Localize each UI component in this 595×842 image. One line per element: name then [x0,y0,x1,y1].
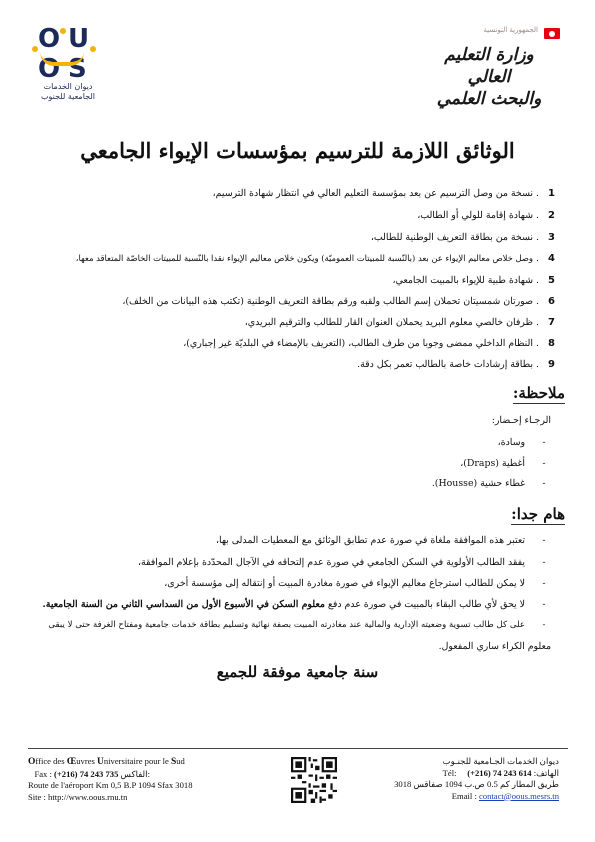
note-item: -غطاء حشية (Housse). [431,478,546,489]
email-link[interactable]: contact@oous.mesrs.tn [479,790,559,801]
list-item: 1. نسخة من وصل الترسيم عن بعد بمؤسسة التعليم العالي في انتظار شهادة الترسيم، [212,188,555,199]
oous-logo-mark: O U O S [32,26,102,82]
logo-caption-line2: الجامعية للجنوب [41,92,95,101]
list-item: 6. صورتان شمسيتان تحملان إسم الطالب ولقبه ورقم بطاقة التعريف الوطنية (تكتب هذه البيانات من الخلف)، [122,296,555,307]
ministry-logo [420,22,560,109]
list-item: 2. شهادة إقامة للولي أو الطالب، [417,210,555,221]
address-ar: طريق المطار كم 0.5 ص.ب 1094 صفاقس 3018 [394,779,559,789]
note-item: -أغطية (Draps)، [460,458,546,469]
office-name-fr: Office des Œuvres Universitaire pour le Sud [28,756,185,767]
address-fr: Route de l'aéroport Km 0,5 B.P 1094 Sfax 3018 [28,780,193,790]
ministry-name [424,44,554,110]
list-item: 3. نسخة من بطاقة التعريف الوطنية للطالب، [370,232,555,243]
documents-list [35,188,555,378]
important-item: -يفقد الطالب الأولوية في السكن الجامعي في صورة عدم إلتحاقه في الآجال المحدّدة بإعلام الموافقة، [137,557,546,568]
fax-line: Fax : (+216) 74 243 735 الفاكس: [34,768,150,779]
ministry-line2: والبحث العلمي [436,89,542,109]
tel-line: الهاتف: (+216) 74 243 614 Tél: [442,767,559,778]
footer-contact-ar [329,756,559,802]
footer-divider [28,748,568,749]
important-item: -لا يمكن للطالب استرجاع معاليم الإيواء في صورة مغادرة المبيت أو إنتقاله إلى مؤسسة أخرى، [164,578,546,589]
note-heading: ملاحظة: [512,384,565,402]
page-title: الوثائق اللازمة للترسيم بمؤسسات الإيواء الجامعي [80,138,515,163]
office-name-ar: ديوان الخدمات الجـامعية للجنـوب [442,756,559,766]
important-heading: هام جدا: [511,505,565,523]
oous-logo [28,26,108,102]
important-item: -لا يحق لأي طالب البقاء بالمبيت في صورة عدم دفع معلوم السكن في الأسبوع الأول من السداسي الثاني من السنة الجامعية. [42,599,546,610]
important-item: -تعتبر هذه الموافقة ملغاة في صورة عدم تطابق الوثائق مع المعطيات المدلى بها، [215,535,546,546]
email-line: Email : contact@oous.mesrs.tn [451,790,559,801]
note-intro: الرجـاء إحـضار: [491,415,551,426]
list-item: 4. وصل خلاص معاليم الإيواء عن بعد (بالنّسبة للمبيتات العموميّة) ويكون خلاص معاليم الإيواء نقدا بالنّسبة للمبيتات الخاصّة المتعاقد معها، [75,253,555,264]
tunisia-flag-icon [544,28,560,39]
website-link[interactable]: Site : http://www.oous.rnu.tn [28,791,128,802]
ministry-line1: وزارة التعليم العالي [444,45,534,87]
important-item: -على كل طالب تسوية وضعيته الإدارية والمالية عند مغادرته المبيت بصفة نهائية وتسليم بطاقة خدمات جامعية ومفتاح الغرفة حتى لا يبقى [48,620,546,630]
logo-caption-line1: ديوان الخدمات [43,82,93,91]
closing-message: سنة جامعية موفقة للجميع [216,663,379,681]
footer-contact-fr [28,756,258,803]
republic-label: الجمهورية التونسية [483,26,538,34]
important-item-continued: معلوم الكراء ساري المفعول. [438,641,551,652]
note-item: -وسادة، [497,437,546,448]
list-item: 8. النظام الداخلي ممضى وجوبا من طرف الطالب، (التعريف بالإمضاء في البلديّة غير إجباري)، [183,338,555,349]
list-item: 9. بطاقة إرشادات خاصة بالطالب تعمر بكل دقة. [357,359,555,370]
list-item: 7. ظرفان خالصي معلوم البريد يحملان العنوان القار للطالب والترقيم البريدي، [244,317,555,328]
list-item: 5. شهادة طبية للإيواء بالمبيت الجامعي، [392,275,555,286]
